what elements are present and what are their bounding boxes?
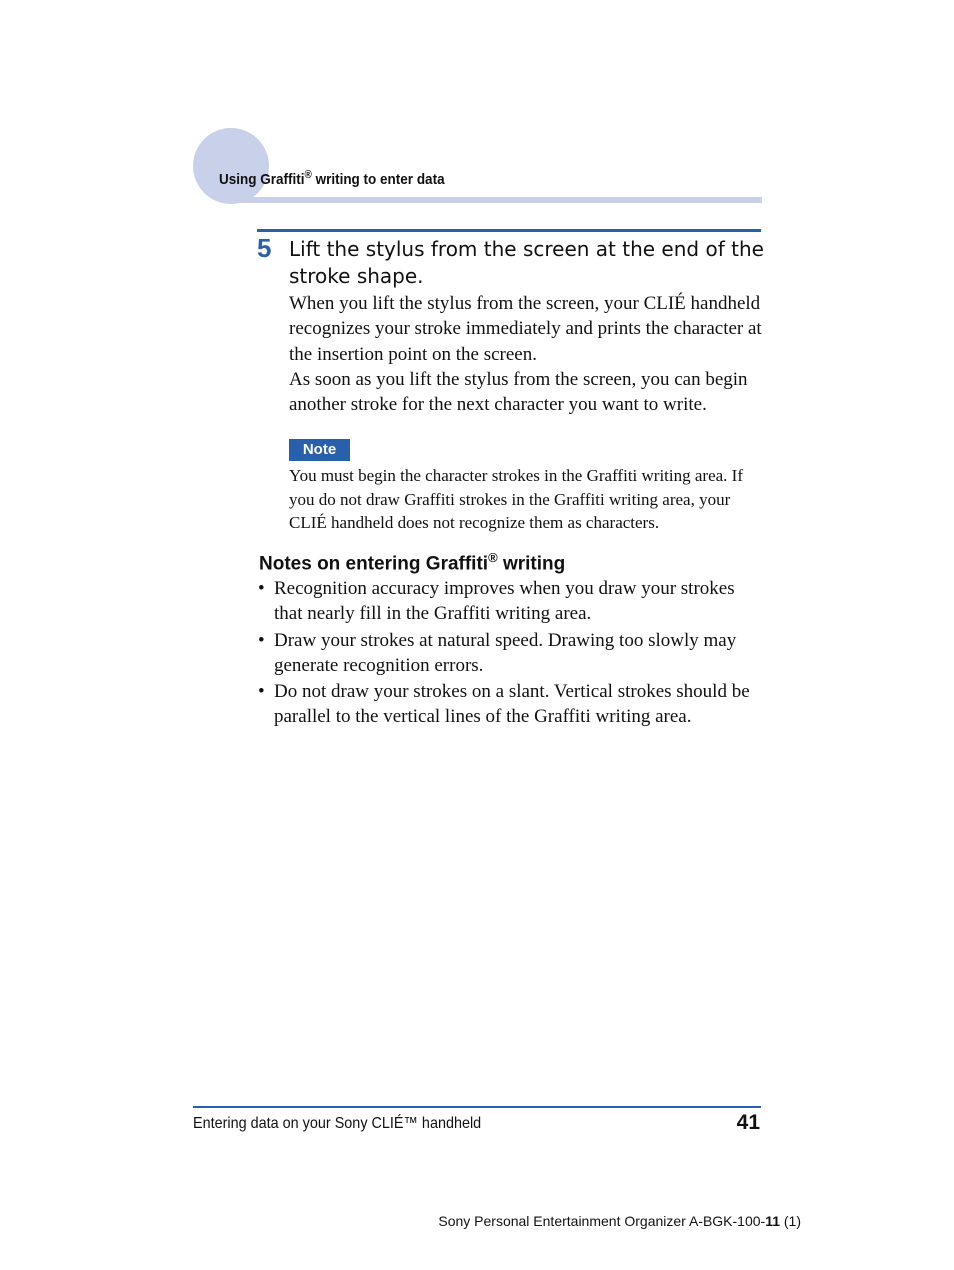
step-paragraph: When you lift the stylus from the screen, your CLIÉ handheld recognizes your stroke immediately and prints the character at the insertion point on the screen. xyxy=(289,293,762,365)
bullet-icon: • xyxy=(258,578,265,599)
list-item: • Recognition accuracy improves when you draw your strokes that nearly fill in the Graffiti writing area. xyxy=(258,578,735,625)
header-band xyxy=(231,197,762,203)
step-paragraph: As soon as you lift the stylus from the screen, you can begin another stroke for the next character you want to write. xyxy=(289,368,748,416)
step-rule xyxy=(257,229,761,232)
note-label: Note xyxy=(289,439,350,461)
bullet-icon: • xyxy=(258,629,265,651)
footer-rule xyxy=(193,1106,761,1108)
list-item: • Draw your strokes at natural speed. Drawing too slowly may generate recognition errors. xyxy=(258,629,737,676)
footer-text: Entering data on your Sony CLIÉ™ handheld xyxy=(193,1115,482,1132)
header-circle-decoration xyxy=(193,128,269,204)
step-number: 5 xyxy=(257,233,272,263)
list-item: • Do not draw your strokes on a slant. Vertical strokes should be parallel to the vertical lines of the Graffiti writing area. xyxy=(258,681,750,728)
section-title: Notes on entering Graffiti® writing xyxy=(259,550,566,575)
bullet-icon: • xyxy=(258,681,265,703)
step-body xyxy=(289,291,769,417)
notes-bullet-list xyxy=(258,576,763,731)
note-text: You must begin the character strokes in the Graffiti writing area. If you do not draw Graffiti strokes in the Graffiti writing area, your CLIÉ handheld does not recognize them as characters. xyxy=(289,466,743,532)
chapter-header-title: Using Graffiti® writing to enter data xyxy=(219,169,445,188)
step-heading: Lift the stylus from the screen at the end of the stroke shape. xyxy=(289,237,764,288)
page-number: 41 xyxy=(736,1111,760,1134)
imprint-line: Sony Personal Entertainment Organizer A-BGK-100-11 (1) xyxy=(438,1213,801,1229)
